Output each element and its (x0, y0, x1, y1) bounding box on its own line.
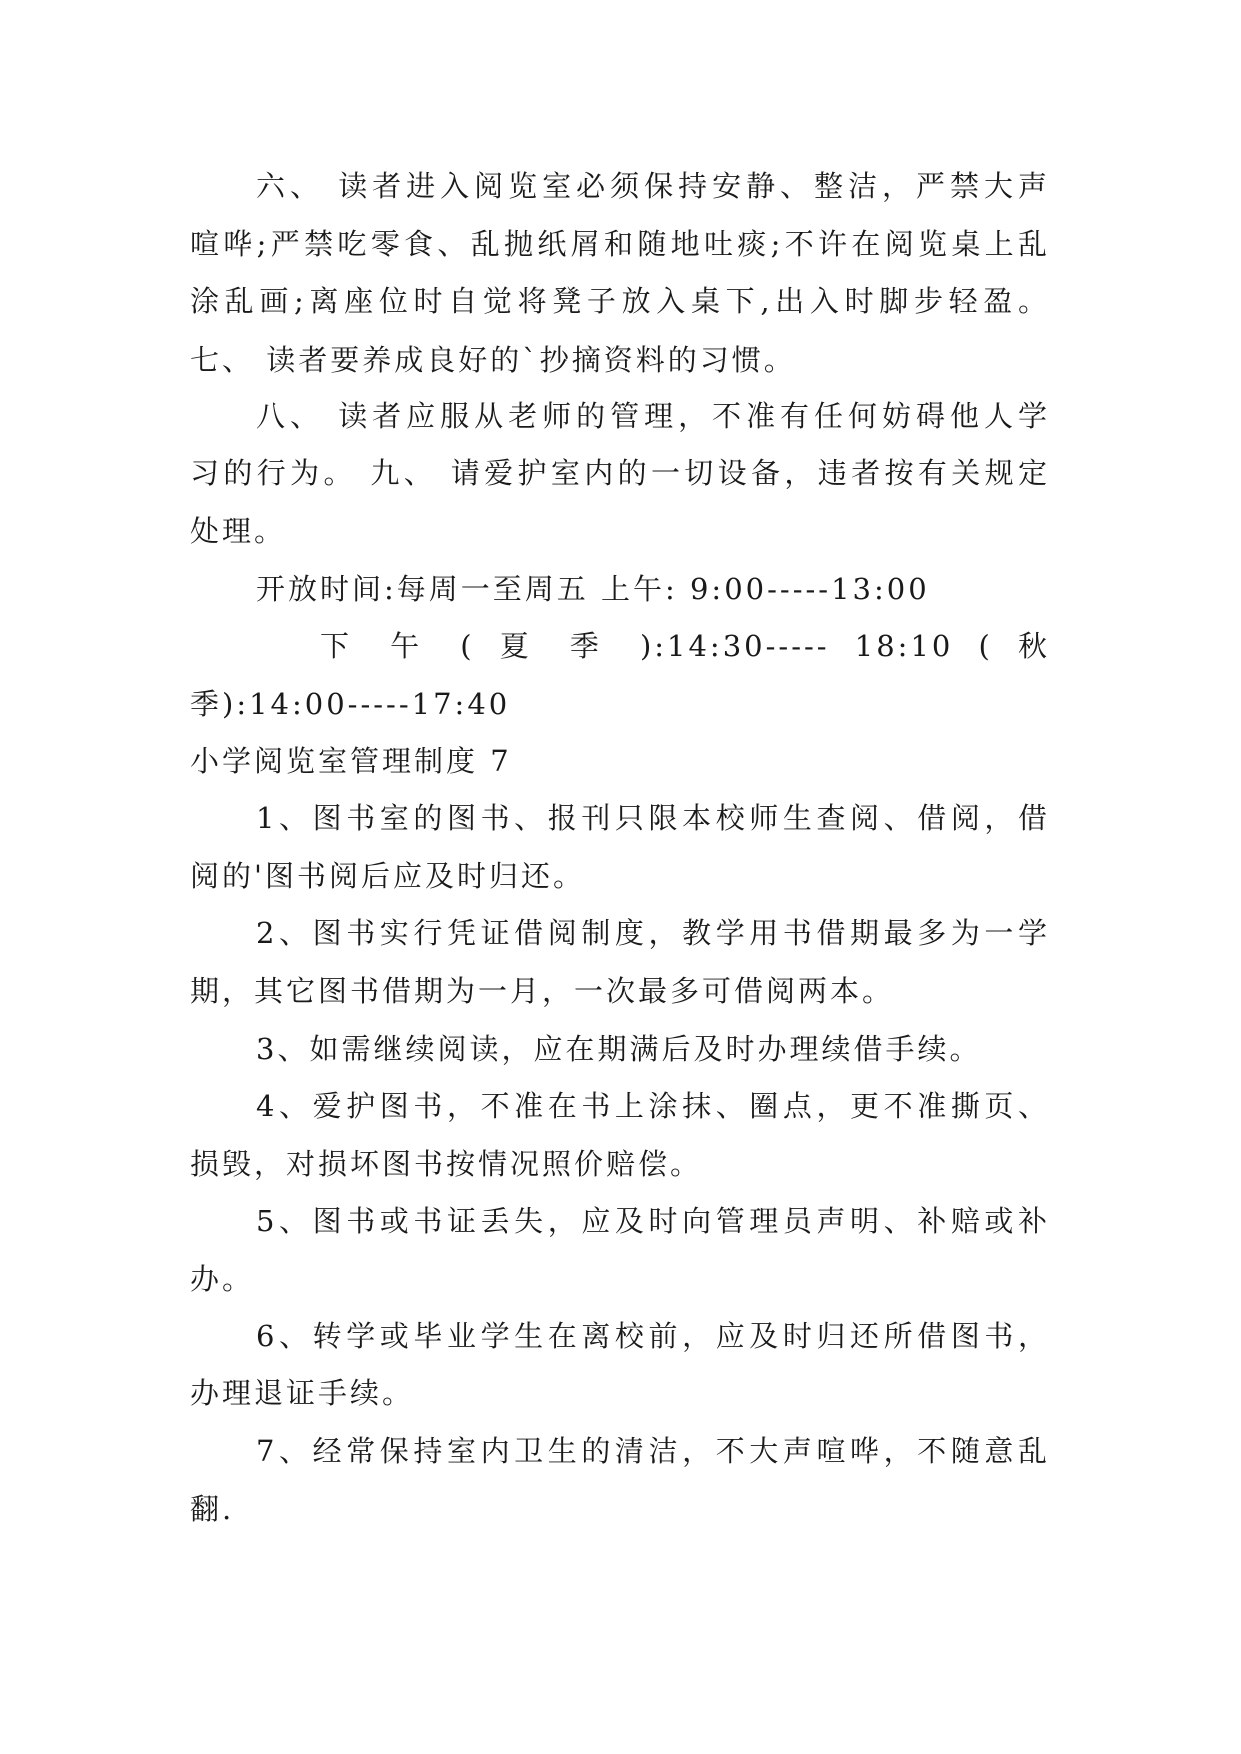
rule-6-line-2: 喧哗;严禁吃零食、乱抛纸屑和随地吐痰;不许在阅览桌上乱 (190, 227, 1050, 261)
rule-6-line-1: 六、 读者进入阅览室必须保持安静、整洁，严禁大声 (256, 169, 1050, 203)
rule-8-line-1: 八、 读者应服从老师的管理，不准有任何妨碍他人学 (256, 399, 1050, 433)
item-3-line-1: 3、如需继续阅读，应在期满后及时办理续借手续。 (256, 1032, 982, 1066)
item-1-line-2: 阅的'图书阅后应及时归还。 (190, 859, 585, 893)
item-2-line-2: 期，其它图书借期为一月，一次最多可借阅两本。 (190, 974, 895, 1008)
rule-6-line-3: 涂乱画;离座位时自觉将凳子放入桌下,出入时脚步轻盈。 (190, 284, 1050, 318)
rule-7-line-1: 七、 读者要养成良好的`抄摘资料的习惯。 (190, 343, 796, 377)
opening-hours-line-2: 下 午 ( 夏 季 ):14:30----- 18:10 ( 秋 (320, 629, 1050, 663)
item-5-line-1: 5、图书或书证丢失，应及时向管理员声明、补赔或补 (256, 1204, 1050, 1238)
opening-hours-line-1: 开放时间:每周一至周五 上午: 9:00-----13:00 (256, 572, 930, 606)
opening-hours-line-3: 季):14:00-----17:40 (190, 687, 511, 721)
item-7-line-2: 翻. (190, 1492, 235, 1526)
item-6-line-1: 6、转学或毕业学生在离校前，应及时归还所借图书， (256, 1319, 1050, 1353)
item-1-line-1: 1、图书室的图书、报刊只限本校师生查阅、借阅，借 (256, 801, 1050, 835)
item-5-line-2: 办。 (190, 1262, 255, 1296)
rule-9-line-3: 处理。 (190, 514, 287, 548)
item-7-line-1: 7、经常保持室内卫生的清洁，不大声喧哗，不随意乱 (256, 1434, 1050, 1468)
section-title: 小学阅览室管理制度 7 (190, 744, 512, 778)
item-4-line-2: 损毁，对损坏图书按情况照价赔偿。 (190, 1147, 703, 1181)
rule-8-9-line-2: 习的行为。 九、 请爱护室内的一切设备，违者按有关规定 (190, 456, 1050, 490)
item-2-line-1: 2、图书实行凭证借阅制度，教学用书借期最多为一学 (256, 916, 1050, 950)
item-6-line-2: 办理退证手续。 (190, 1376, 415, 1410)
item-4-line-1: 4、爱护图书，不准在书上涂抹、圈点，更不准撕页、 (256, 1089, 1050, 1123)
